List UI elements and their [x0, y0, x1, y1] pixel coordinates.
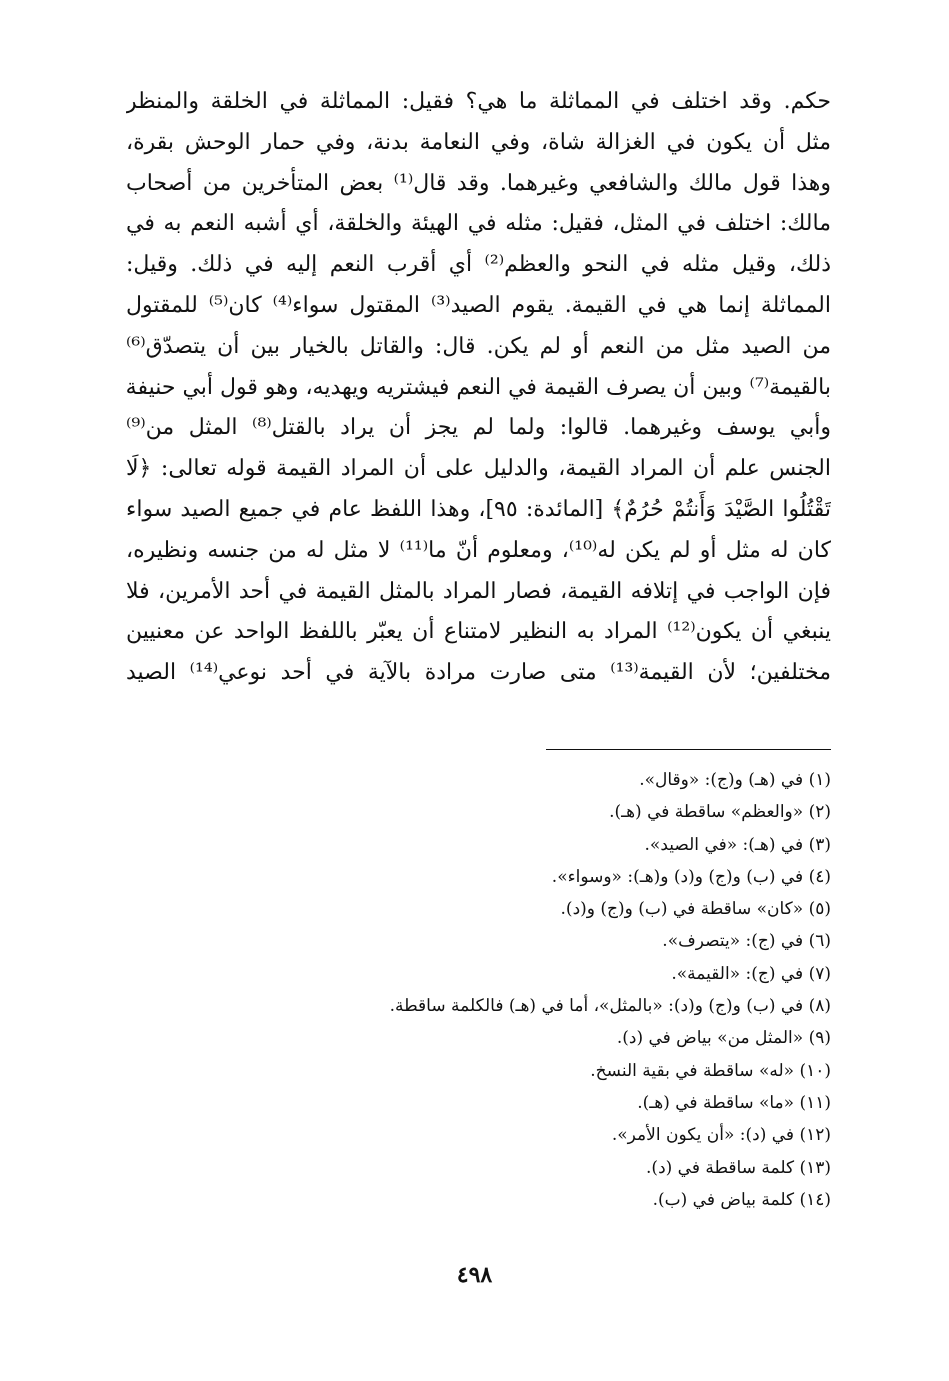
footnote: (٨) في (ب) و(ج) و(د): «بالمثل»، أما في (هـ) فالكلمة ساقطة. — [389, 996, 831, 1017]
footnote: (١٢) في (د): «أن يكون الأمر». — [611, 1125, 831, 1146]
text-line: وهذا قول مالك والشافعي وغيرهما. وقد قال⁽¹⁾ بعض المتأخرين من أصحاب — [126, 170, 831, 196]
text-line: حكم. وقد اختلف في المماثلة ما هي؟ فقيل: المماثلة في الخلقة والمنظر — [126, 89, 831, 114]
footnote: (١١) «ما» ساقطة في (هـ). — [637, 1092, 831, 1113]
footnote: (١٤) كلمة بياض في (ب). — [652, 1189, 831, 1210]
page-number: ٤٩٨ — [456, 1262, 493, 1288]
text-line: مالك: اختلف في المثل، فقيل: مثله في الهيئة والخلقة، أي أشبه النعم به في — [126, 211, 831, 237]
footnote: (٣) في (هـ): «في الصيد». — [644, 834, 831, 855]
footnote: (٦) في (ج): «يتصرف». — [662, 931, 831, 952]
text-line: الجنس علم أن المراد القيمة، والدليل على أن المراد القيمة قوله تعالى: ﴿لَا — [126, 456, 831, 482]
text-line: فإن الواجب في إتلافه القيمة، فصار المراد بالمثل القيمة في أحد الأمرين، فلا — [126, 578, 831, 604]
footnote: (٧) في (ج): «القيمة». — [671, 963, 831, 984]
text-line: المماثلة إنما هي في القيمة. يقوم الصيد⁽³⁾ المقتول سواء⁽⁴⁾ كان⁽⁵⁾ للمقتول — [126, 292, 831, 318]
footnote: (٢) «والعظم» ساقطة في (هـ). — [609, 802, 831, 823]
text-line: مختلفين؛ لأن القيمة⁽¹³⁾ متى صارت مرادة بالآية في أحد نوعي⁽¹⁴⁾ الصيد — [126, 660, 831, 686]
main-text — [126, 82, 831, 694]
text-line: ينبغي أن يكون⁽¹²⁾ المراد به النظير لامتناع أن يعبّر باللفظ الواحد عن معنيين — [126, 619, 831, 645]
text-line: وأبي يوسف وغيرهما. قالوا: ولما لم يجز أن يراد بالقتل⁽⁸⁾ المثل من⁽⁹⁾ — [126, 415, 831, 441]
footnote-divider — [546, 749, 831, 750]
footnote: (٩) «المثل من» بياض في (د). — [616, 1028, 831, 1049]
footnote: (٥) «كان» ساقطة في (ب) و(ج) و(د). — [560, 899, 831, 920]
text-line: بالقيمة⁽⁷⁾ وبين أن يصرف القيمة في النعم فيشتريه ويهديه، وهو قول أبي حنيفة — [126, 374, 831, 400]
text-line: كان له مثل أو لم يكن له⁽¹⁰⁾، ومعلوم أنّ ما⁽¹¹⁾ لا مثل له من جنسه ونظيره، — [126, 537, 831, 563]
footnote: (١٠) «له» ساقطة في بقية النسخ. — [590, 1060, 831, 1081]
text-line: تَقْتُلُوا الصَّيْدَ وَأَنتُمْ حُرُمٌ﴾ [المائدة: ٩٥]، وهذا اللفظ عام في جميع الصيد سواء — [126, 496, 831, 522]
text-line: ذلك، وقيل مثله في النحو والعظم⁽²⁾ أي أقرب النعم إليه في ذلك. وقيل: — [126, 252, 831, 278]
text-line: مثل أن يكون في الغزالة شاة، وفي النعامة بدنة، وفي حمار الوحش بقرة، — [126, 129, 831, 155]
footnotes — [131, 764, 831, 1216]
footnote: (٤) في (ب) و(ج) و(د) و(هـ): «وسواء». — [551, 866, 831, 887]
footnote: (١) في (هـ) و(ج): «وقال». — [639, 770, 831, 790]
text-line: من الصيد مثل من النعم أو لم يكن. قال: والقاتل بالخيار بين أن يتصدّق⁽⁶⁾ — [126, 333, 831, 359]
footnote: (١٣) كلمة ساقطة في (د). — [646, 1157, 831, 1178]
